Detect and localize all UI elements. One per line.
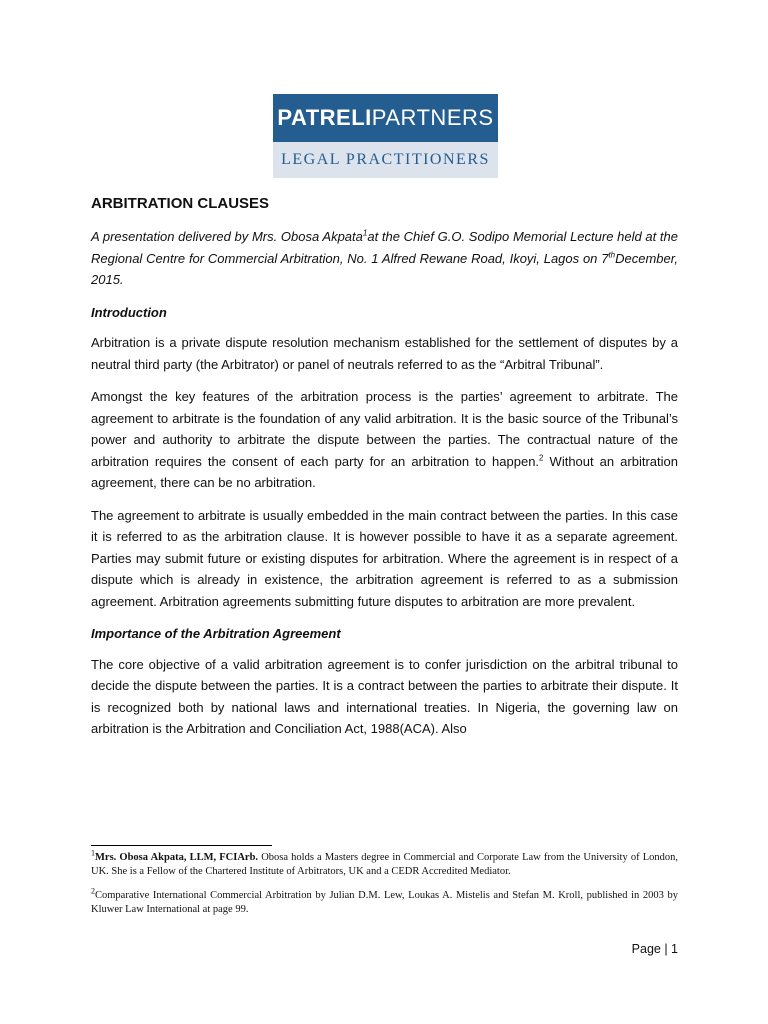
intro-note-part2: at the Chief G.O. Sodipo Memorial Lecture held at the Regional Centre for Commercial Arbitration, No. 1 Alfred Rewane Road, Ikoyi, Lagos on 7: [91, 229, 678, 266]
footnote-ref-1[interactable]: 1: [362, 228, 368, 238]
footnote-2: [91, 886, 678, 917]
paragraph-4: The core objective of a valid arbitration agreement is to confer jurisdiction on the arbitral tribunal to decide the dispute between the parties. It is a contract between the parties to arbitrate their dispute. It is recognized both by national laws and international treaties. In Nigeria, the governing law on arbitration is the Arbitration and Conciliation Act, 1988(ACA). Also: [91, 656, 678, 736]
logo-name-band: [273, 94, 498, 142]
document-body: [91, 193, 678, 751]
footnotes: [91, 848, 679, 927]
date-ordinal: th: [608, 250, 616, 260]
footnote-1-number: 1: [91, 848, 95, 858]
footnote-divider: [91, 845, 272, 846]
footnote-1-text: Obosa holds a Masters degree in Commercial and Corporate Law from the University of London, UK. She is a Fellow of the Chartered Institute of Arbitrators, UK and a CEDR Accredited Mediator.: [91, 852, 679, 877]
paragraph-2: [91, 386, 678, 494]
logo-subtitle: LEGAL PRACTITIONERS: [273, 142, 498, 178]
firm-logo: [273, 94, 498, 178]
intro-note-part1: A presentation delivered by Mrs. Obosa Akpata: [91, 229, 363, 244]
section-heading-importance: Importance of the Arbitration Agreement: [91, 626, 341, 641]
section-heading-introduction: Introduction: [91, 304, 167, 320]
footnote-2-number: 2: [91, 886, 95, 896]
footnote-2-text: Comparative International Commercial Arbitration by Julian D.M. Lew, Loukas A. Mistelis and Stefan M. Kroll, published in 2003 by Kluwer Law International at page 99.: [91, 890, 678, 915]
paragraph-2-text: Amongst the key features of the arbitration process is the parties’ agreement to arbitrate. The agreement to arbitrate is the foundation of any valid arbitration. It is the basic source of the Tribunal’s power and authority to arbitrate the dispute between the parties. The contractual nature of the arbitration requires the consent of each party for an arbitration to happen.: [91, 389, 678, 469]
paragraph-2-tail: Without an arbitration agreement, there can be no arbitration.: [91, 453, 678, 490]
footnote-1: [91, 848, 679, 879]
logo-name-light: PARTNERS: [371, 105, 494, 130]
footnote-1-author: Mrs. Obosa Akpata, LLM, FCIArb.: [95, 852, 259, 863]
page-number: Page | 1: [631, 942, 678, 956]
logo-name-bold: PATRELI: [277, 105, 372, 130]
page-title: ARBITRATION CLAUSES: [91, 195, 270, 212]
intro-note: [91, 226, 678, 291]
paragraph-3: The agreement to arbitrate is usually embedded in the main contract between the parties. In this case it is referred to as the arbitration clause. It is however possible to have it as a separate agreement. Parties may submit future or existing disputes for arbitration. Where the agreement is in respect of a dispute which is already in existence, the arbitration agreement is referred to as a submission agreement. Arbitration agreements submitting future disputes to arbitration are more prevalent.: [91, 507, 678, 609]
footnote-ref-2[interactable]: 2: [539, 453, 544, 463]
intro-note-part3: December, 2015.: [91, 250, 678, 287]
paragraph-1: Arbitration is a private dispute resolution mechanism established for the settlement of disputes by a neutral third party (the Arbitrator) or panel of neutrals referred to as the “Arbitral Tribunal”.: [91, 335, 678, 372]
